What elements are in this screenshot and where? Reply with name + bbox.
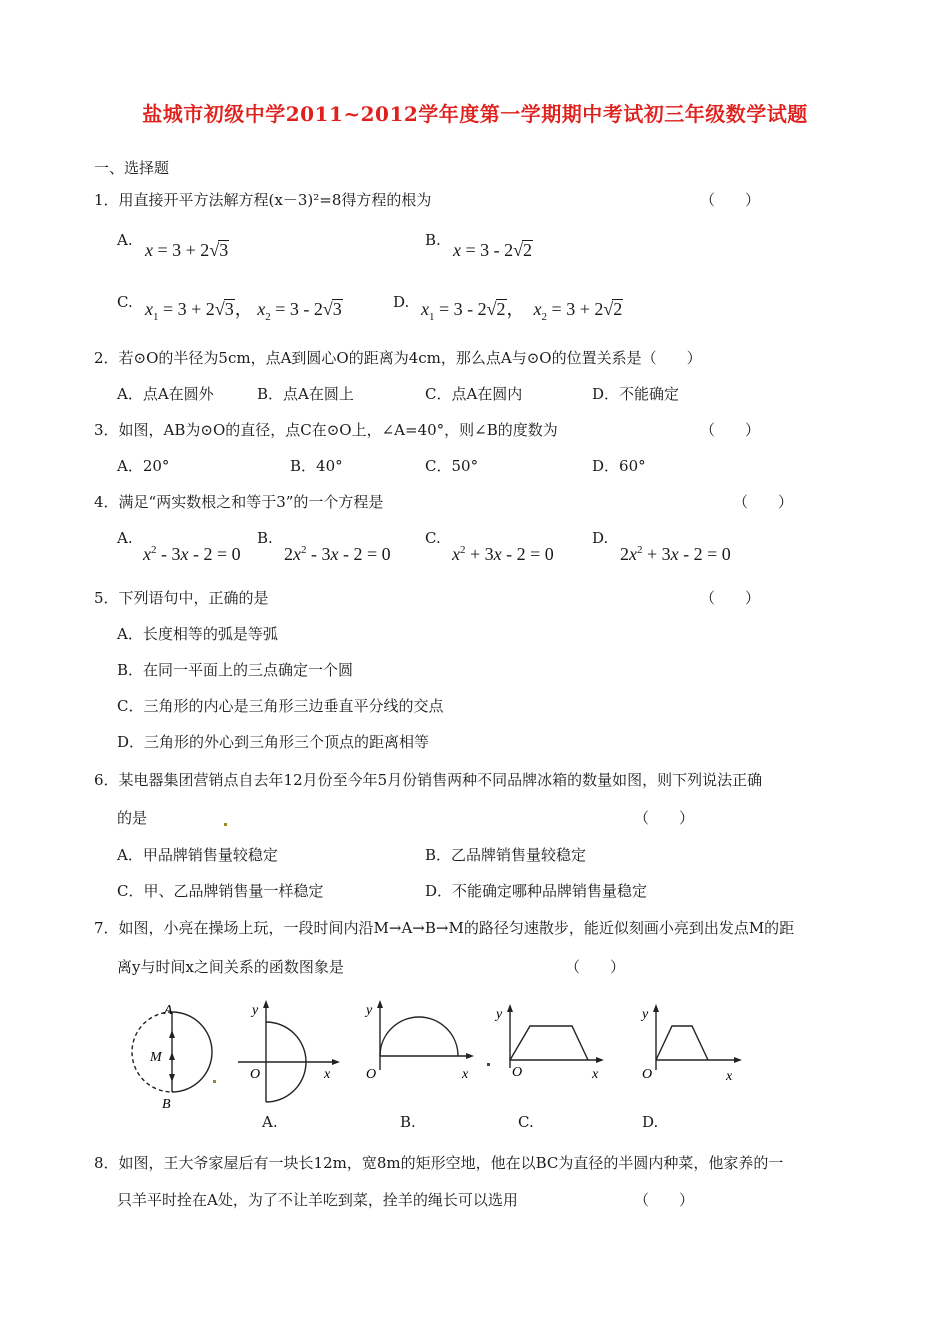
- y-axis-label: y: [496, 1007, 503, 1022]
- q8-answer-paren: （ ）: [634, 1191, 695, 1209]
- q2-option-d: D．不能确定: [592, 385, 680, 403]
- graph-curve: [656, 1026, 708, 1060]
- q7-graph-b-label: B.: [400, 1113, 416, 1131]
- q1-option-d-label: D.: [393, 293, 410, 311]
- origin-label: O: [366, 1067, 377, 1082]
- x-axis-label: x: [462, 1067, 469, 1082]
- q2-stem: 2．若⊙O的半径为5cm，点A到圆心O的距离为4cm，那么点A与⊙O的位置关系是（ ）: [94, 349, 702, 367]
- q5-option-a: A．长度相等的弧是等弧: [117, 625, 278, 643]
- q8-stem-line2: 只羊平时拴在A处，为了不让羊吃到菜，拴羊的绳长可以选用: [117, 1191, 518, 1209]
- y-axis-label: y: [642, 1007, 649, 1022]
- q7-answer-paren: （ ）: [565, 958, 626, 976]
- arrow-up-icon: [169, 1052, 175, 1060]
- q5-stem: 5．下列语句中，正确的是: [94, 589, 269, 607]
- q1-option-c-expr: $x_1 = 3 + 2√3$， $x_2 = 3 - 2√3$: [145, 299, 342, 323]
- point-a-label: A: [164, 1003, 173, 1018]
- q1-option-a-label: A.: [117, 231, 133, 249]
- q1-answer-paren: （ ）: [700, 191, 761, 209]
- arrow-up-icon: [169, 1030, 175, 1038]
- q4-option-d-expr: $2x^2 + 3x - 2 = 0$: [620, 544, 731, 564]
- x-axis-arrow-icon: [466, 1053, 474, 1059]
- q7-path-figure: [126, 1000, 218, 1112]
- origin-label: O: [642, 1067, 653, 1082]
- q6-answer-paren: （ ）: [634, 809, 695, 827]
- q3-answer-paren: （ ）: [700, 421, 761, 439]
- q7-graph-a: [236, 998, 344, 1110]
- q7-graph-d: [636, 998, 746, 1084]
- q1-option-b-expr: x = 3 - 2√2: [453, 240, 533, 260]
- y-axis-label: y: [252, 1003, 259, 1018]
- scan-speck: [224, 823, 227, 826]
- q4-stem: 4．满足“两实数根之和等于3”的一个方程是: [94, 493, 384, 511]
- y-axis-arrow-icon: [263, 1000, 269, 1008]
- x-axis-arrow-icon: [734, 1057, 742, 1063]
- q7-graph-d-label: D.: [642, 1113, 659, 1131]
- q6-option-a: A．甲品牌销售量较稳定: [117, 846, 278, 864]
- q7-graph-b: [358, 998, 478, 1092]
- q6-option-b: B．乙品牌销售量较稳定: [425, 846, 587, 864]
- q4-option-c-expr: $x^2 + 3x - 2 = 0$: [452, 544, 554, 564]
- q5-answer-paren: （ ）: [700, 589, 761, 607]
- point-b-label: B: [162, 1097, 171, 1112]
- q1-option-b-label: B.: [425, 231, 441, 249]
- x-axis-label: x: [592, 1067, 599, 1082]
- q3-option-d: D．60°: [592, 457, 646, 475]
- q7-graph-a-label: A.: [262, 1113, 278, 1131]
- scan-speck: [213, 1080, 216, 1083]
- q3-stem: 3．如图，AB为⊙O的直径，点C在⊙O上，∠A=40°，则∠B的度数为: [94, 421, 558, 439]
- q4-option-a-label: A.: [117, 529, 133, 547]
- q5-option-c: C．三角形的内心是三角形三边垂直平分线的交点: [117, 697, 444, 715]
- q2-option-a: A．点A在圆外: [117, 385, 214, 403]
- y-axis-arrow-icon: [653, 1004, 659, 1012]
- q7-graph-c: [494, 998, 606, 1082]
- origin-label: O: [250, 1067, 261, 1082]
- x-axis-label: x: [726, 1069, 733, 1084]
- x-axis-label: x: [324, 1067, 331, 1082]
- graph-curve: [380, 1017, 458, 1056]
- q1-stem: 1．用直接开平方法解方程(x－3)²=8得方程的根为: [94, 191, 432, 209]
- q6-stem-line2: 的是: [117, 809, 148, 827]
- page-title: 盐城市初级中学2011~2012学年度第一学期期中考试初三年级数学试题: [142, 102, 808, 126]
- q5-option-b: B．在同一平面上的三点确定一个圆: [117, 661, 354, 679]
- q4-option-b-label: B.: [257, 529, 273, 547]
- y-axis-arrow-icon: [507, 1004, 513, 1012]
- q4-option-c-label: C.: [425, 529, 441, 547]
- q4-option-b-expr: $2x^2 - 3x - 2 = 0$: [284, 544, 391, 564]
- q4-option-a-expr: $x^2 - 3x - 2 = 0$: [143, 544, 241, 564]
- graph-curve: [510, 1026, 588, 1060]
- q5-option-d: D．三角形的外心到三角形三个顶点的距离相等: [117, 733, 430, 751]
- q2-option-c: C．点A在圆内: [425, 385, 523, 403]
- q7-stem-line1: 7．如图，小亮在操场上玩，一段时间内沿M→A→B→M的路径匀速散步，能近似刻画小亮到出发点M的距: [94, 919, 795, 937]
- origin-label: O: [512, 1065, 523, 1080]
- x-axis-arrow-icon: [596, 1057, 604, 1063]
- q1-option-d-expr: $x_1 = 3 - 2√2$， $x_2 = 3 + 2√2$: [421, 299, 623, 323]
- q1-option-c-label: C.: [117, 293, 133, 311]
- section-heading: 一、选择题: [94, 159, 170, 177]
- q4-option-d-label: D.: [592, 529, 609, 547]
- x-axis-arrow-icon: [332, 1059, 340, 1065]
- q1-option-a-expr: x = 3 + 2√3: [145, 240, 229, 260]
- q7-graph-c-label: C.: [518, 1113, 534, 1131]
- arrow-down-icon: [169, 1074, 175, 1082]
- q6-option-c: C．甲、乙品牌销售量一样稳定: [117, 882, 324, 900]
- scan-speck: [487, 1063, 490, 1066]
- q2-option-b: B．点A在圆上: [257, 385, 354, 403]
- q6-option-d: D．不能确定哪种品牌销售量稳定: [425, 882, 648, 900]
- y-axis-arrow-icon: [377, 1000, 383, 1008]
- path-arc-solid: [172, 1012, 212, 1092]
- q3-option-a: A．20°: [117, 457, 170, 475]
- point-m-label: M: [150, 1050, 162, 1065]
- q8-stem-line1: 8．如图，王大爷家屋后有一块长12m，宽8m的矩形空地，他在以BC为直径的半圆内种菜，他家养的一: [94, 1154, 784, 1172]
- q7-stem-line2: 离y与时间x之间关系的函数图象是: [117, 958, 344, 976]
- q3-option-c: C．50°: [425, 457, 479, 475]
- q6-stem-line1: 6．某电器集团营销点自去年12月份至今年5月份销售两种不同品牌冰箱的数量如图，则下列说法正确: [94, 771, 763, 789]
- q3-option-b: B．40°: [290, 457, 343, 475]
- q4-answer-paren: （ ）: [733, 493, 794, 511]
- y-axis-label: y: [366, 1003, 373, 1018]
